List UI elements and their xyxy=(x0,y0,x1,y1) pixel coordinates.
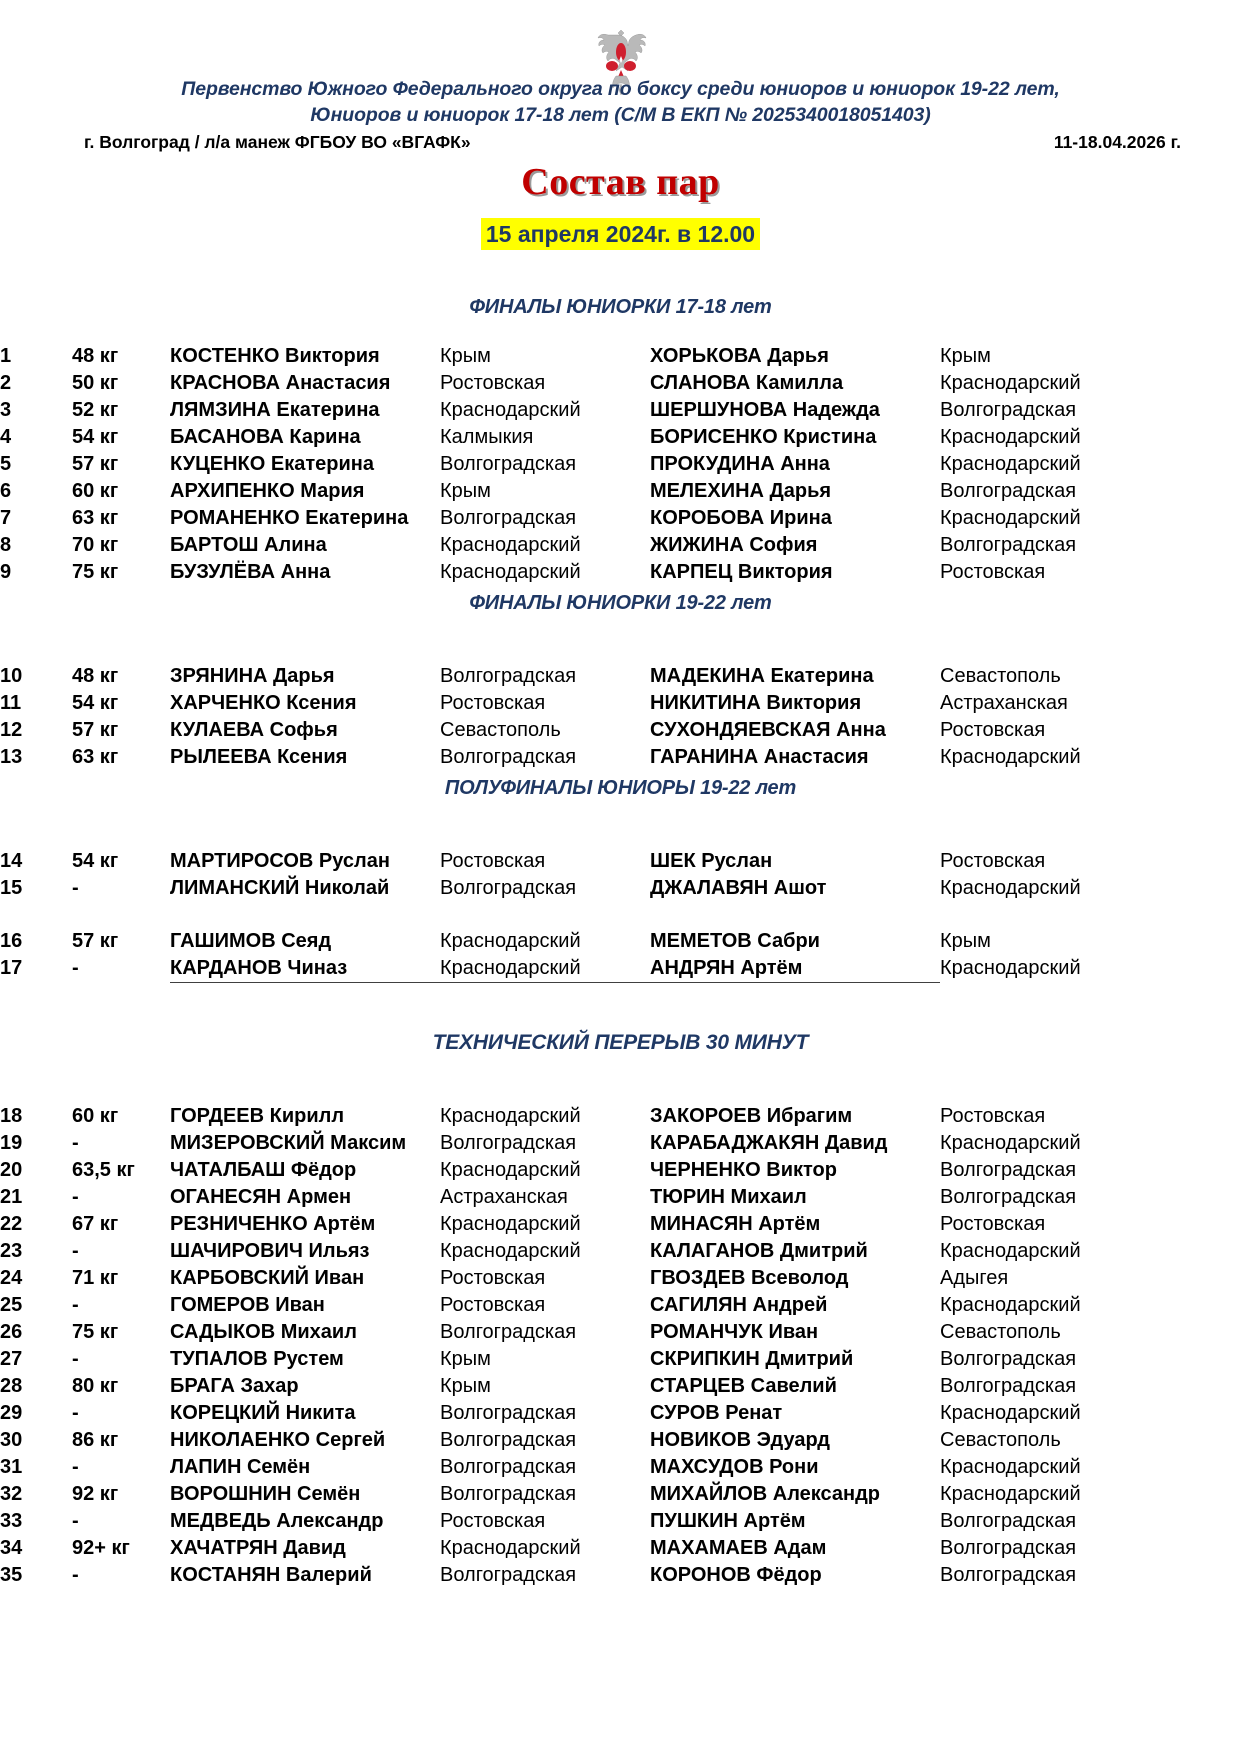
bout-number: 29 xyxy=(0,1402,23,1424)
red-corner-region: Волгоградская xyxy=(440,746,577,768)
table-row xyxy=(0,451,1241,478)
venue-label: г. Волгоград / л/а манеж ФГБОУ ВО «ВГАФК» xyxy=(84,132,471,152)
blue-corner-boxer: НИКИТИНА Виктория xyxy=(650,692,862,714)
red-corner-boxer: РОМАНЕНКО Екатерина xyxy=(170,507,409,529)
bout-number: 17 xyxy=(0,957,23,979)
table-row xyxy=(0,1508,1241,1535)
red-corner-region: Волгоградская xyxy=(440,507,577,529)
bout-number: 23 xyxy=(0,1240,23,1262)
table-row xyxy=(0,875,1241,902)
bout-number: 22 xyxy=(0,1213,23,1235)
red-corner-region: Краснодарский xyxy=(440,1240,581,1262)
bout-number: 25 xyxy=(0,1294,23,1316)
bout-weight: 86 кг xyxy=(72,1429,119,1451)
bout-weight: 80 кг xyxy=(72,1375,119,1397)
blue-corner-boxer: НОВИКОВ Эдуард xyxy=(650,1429,830,1451)
table-row xyxy=(0,1562,1241,1589)
red-corner-boxer: САДЫКОВ Михаил xyxy=(170,1321,357,1343)
document-header xyxy=(0,76,1241,128)
table-row xyxy=(0,532,1241,559)
red-corner-boxer: ГОМЕРОВ Иван xyxy=(170,1294,325,1316)
bout-weight: - xyxy=(72,1348,79,1370)
red-corner-region: Крым xyxy=(440,345,491,367)
table-row xyxy=(0,1427,1241,1454)
bout-number: 6 xyxy=(0,480,12,502)
blue-corner-region: Краснодарский xyxy=(940,1294,1081,1316)
table-row xyxy=(0,744,1241,771)
bout-weight: - xyxy=(72,1456,79,1478)
blue-corner-boxer: МЕМЕТОВ Сабри xyxy=(650,930,820,952)
blue-corner-boxer: СКРИПКИН Дмитрий xyxy=(650,1348,854,1370)
blue-corner-region: Ростовская xyxy=(940,561,1046,583)
bout-number: 13 xyxy=(0,746,23,768)
bout-number: 16 xyxy=(0,930,23,952)
table-row xyxy=(0,1535,1241,1562)
bout-table-after-break xyxy=(0,1103,1241,1589)
blue-corner-boxer: МАХАМАЕВ Адам xyxy=(650,1537,827,1559)
blue-corner-boxer: ХОРЬКОВА Дарья xyxy=(650,345,829,367)
red-corner-region: Астраханская xyxy=(440,1186,568,1208)
blue-corner-boxer: КОРОБОВА Ирина xyxy=(650,507,832,529)
bout-number: 8 xyxy=(0,534,12,556)
blue-corner-boxer: МАДЕКИНА Екатерина xyxy=(650,665,874,687)
blue-corner-boxer: БОРИСЕНКО Кристина xyxy=(650,426,877,448)
table-row xyxy=(0,1238,1241,1265)
table-row xyxy=(0,663,1241,690)
red-corner-boxer: НИКОЛАЕНКО Сергей xyxy=(170,1429,386,1451)
table-row xyxy=(0,1346,1241,1373)
blue-corner-region: Краснодарский xyxy=(940,877,1081,899)
row-spacer xyxy=(0,902,1241,928)
bout-weight: - xyxy=(72,1402,79,1424)
bout-weight: - xyxy=(72,957,79,979)
red-corner-region: Волгоградская xyxy=(440,453,577,475)
emblem-container xyxy=(0,0,1241,70)
blue-corner-boxer: МИХАЙЛОВ Александр xyxy=(650,1483,881,1505)
red-corner-region: Крым xyxy=(440,1375,491,1397)
table-row xyxy=(0,1454,1241,1481)
bout-table-finals-juniorki-17-18 xyxy=(0,343,1241,586)
red-corner-boxer: РЫЛЕЕВА Ксения xyxy=(170,746,348,768)
red-corner-boxer: КУЦЕНКО Екатерина xyxy=(170,453,374,475)
blue-corner-boxer: КОРОНОВ Фёдор xyxy=(650,1564,822,1586)
bout-table-block-4 xyxy=(0,1103,1241,1589)
red-corner-region: Краснодарский xyxy=(440,1159,581,1181)
bout-weight: - xyxy=(72,1186,79,1208)
bout-weight: 75 кг xyxy=(72,561,119,583)
bout-weight: 54 кг xyxy=(72,426,119,448)
blue-corner-boxer: МАХСУДОВ Рони xyxy=(650,1456,819,1478)
blue-corner-region: Волгоградская xyxy=(940,480,1077,502)
blue-corner-region: Севастополь xyxy=(940,1321,1061,1343)
bout-weight: 63 кг xyxy=(72,507,119,529)
table-row xyxy=(0,478,1241,505)
red-corner-region: Волгоградская xyxy=(440,1483,577,1505)
red-corner-region: Севастополь xyxy=(440,719,561,741)
red-corner-region: Волгоградская xyxy=(440,665,577,687)
bout-number: 33 xyxy=(0,1510,23,1532)
red-corner-region: Краснодарский xyxy=(440,561,581,583)
section-heading-finals-juniorki-19-22: ФИНАЛЫ ЮНИОРКИ 19-22 лет xyxy=(469,592,772,614)
section-heading-semifinals-juniory-19-22: ПОЛУФИНАЛЫ ЮНИОРЫ 19-22 лет xyxy=(444,777,797,799)
bout-number: 10 xyxy=(0,665,23,687)
red-corner-boxer: ЛАПИН Семён xyxy=(170,1456,311,1478)
bout-number: 24 xyxy=(0,1267,23,1289)
red-corner-boxer: КОСТЕНКО Виктория xyxy=(170,345,380,367)
red-corner-region: Ростовская xyxy=(440,850,546,872)
bout-number: 26 xyxy=(0,1321,23,1343)
bout-weight: 71 кг xyxy=(72,1267,119,1289)
bout-table-finals-juniorki-19-22 xyxy=(0,663,1241,771)
bout-number: 5 xyxy=(0,453,12,475)
blue-corner-boxer: ЗАКОРОЕВ Ибрагим xyxy=(650,1105,853,1127)
red-corner-boxer: МЕДВЕДЬ Александр xyxy=(170,1510,384,1532)
blue-corner-region: Волгоградская xyxy=(940,1159,1077,1181)
spacer-cell xyxy=(0,902,1241,928)
table-row xyxy=(0,955,1241,983)
table-row xyxy=(0,1265,1241,1292)
red-corner-boxer: ЛИМАНСКИЙ Николай xyxy=(170,877,390,899)
blue-corner-boxer: МЕЛЕХИНА Дарья xyxy=(650,480,832,502)
bout-number: 15 xyxy=(0,877,23,899)
bout-number: 21 xyxy=(0,1186,23,1208)
bout-weight: 75 кг xyxy=(72,1321,119,1343)
blue-corner-boxer: АНДРЯН Артём xyxy=(650,955,940,983)
bout-number: 18 xyxy=(0,1105,23,1127)
table-row xyxy=(0,1184,1241,1211)
bout-number: 35 xyxy=(0,1564,23,1586)
table-row xyxy=(0,1103,1241,1130)
red-corner-boxer: БУЗУЛЁВА Анна xyxy=(170,561,331,583)
red-corner-region: Краснодарский xyxy=(440,399,581,421)
red-corner-region: Волгоградская xyxy=(440,1402,577,1424)
bout-weight: - xyxy=(72,1510,79,1532)
red-corner-region: Ростовская xyxy=(440,372,546,394)
table-row xyxy=(0,848,1241,875)
red-corner-boxer: АРХИПЕНКО Мария xyxy=(170,480,365,502)
competition-title-line-1: Первенство Южного Федерального округа по боксу среди юниоров и юниорок 19-22 лет, xyxy=(181,78,1060,100)
bout-number: 12 xyxy=(0,719,23,741)
table-row xyxy=(0,343,1241,370)
blue-corner-boxer: ГВОЗДЕВ Всеволод xyxy=(650,1267,849,1289)
blue-corner-region: Волгоградская xyxy=(940,1537,1077,1559)
red-corner-boxer: ОГАНЕСЯН Армен xyxy=(170,1186,352,1208)
red-corner-boxer: ГОРДЕЕВ Кирилл xyxy=(170,1105,345,1127)
bout-number: 34 xyxy=(0,1537,23,1559)
blue-corner-region: Краснодарский xyxy=(940,1402,1081,1424)
red-corner-boxer: КУЛАЕВА Софья xyxy=(170,719,338,741)
red-corner-region: Краснодарский xyxy=(440,955,650,983)
blue-corner-region: Краснодарский xyxy=(940,957,1081,979)
competition-title-line-2: Юниоров и юниорок 17-18 лет (С/М В ЕКП № 2025340018051403) xyxy=(310,104,931,126)
blue-corner-boxer: СЛАНОВА Камилла xyxy=(650,372,844,394)
blue-corner-boxer: САГИЛЯН Андрей xyxy=(650,1294,828,1316)
red-corner-boxer: БАСАНОВА Карина xyxy=(170,426,361,448)
red-corner-region: Волгоградская xyxy=(440,1429,577,1451)
red-corner-boxer: ВОРОШНИН Семён xyxy=(170,1483,361,1505)
blue-corner-boxer: ГАРАНИНА Анастасия xyxy=(650,746,869,768)
bout-number: 31 xyxy=(0,1456,23,1478)
blue-corner-boxer: ПУШКИН Артём xyxy=(650,1510,806,1532)
table-row xyxy=(0,1400,1241,1427)
red-corner-boxer: РЕЗНИЧЕНКО Артём xyxy=(170,1213,376,1235)
table-row xyxy=(0,717,1241,744)
red-corner-boxer: ГАШИМОВ Сеяд xyxy=(170,930,332,952)
blue-corner-region: Волгоградская xyxy=(940,399,1077,421)
bout-weight: 60 кг xyxy=(72,480,119,502)
bout-weight: 57 кг xyxy=(72,930,119,952)
bout-number: 2 xyxy=(0,372,12,394)
blue-corner-boxer: СТАРЦЕВ Савелий xyxy=(650,1375,837,1397)
bout-number: 1 xyxy=(0,345,12,367)
blue-corner-region: Ростовская xyxy=(940,850,1046,872)
blue-corner-region: Волгоградская xyxy=(940,1564,1077,1586)
page-title: Состав пар xyxy=(521,161,720,203)
bout-number: 28 xyxy=(0,1375,23,1397)
blue-corner-region: Крым xyxy=(940,930,991,952)
red-corner-region: Ростовская xyxy=(440,1294,546,1316)
table-row xyxy=(0,1481,1241,1508)
session-datetime-highlight: 15 апреля 2024г. в 12.00 xyxy=(481,218,760,250)
table-row xyxy=(0,1373,1241,1400)
section-heading-finals-juniorki-17-18: ФИНАЛЫ ЮНИОРКИ 17-18 лет xyxy=(469,296,772,318)
blue-corner-region: Крым xyxy=(940,345,991,367)
blue-corner-region: Краснодарский xyxy=(940,746,1081,768)
blue-corner-region: Краснодарский xyxy=(940,507,1081,529)
bout-weight: 60 кг xyxy=(72,1105,119,1127)
bout-weight: - xyxy=(72,1132,79,1154)
bout-number: 19 xyxy=(0,1132,23,1154)
red-corner-region: Краснодарский xyxy=(440,1105,581,1127)
red-corner-boxer: ЛЯМЗИНА Екатерина xyxy=(170,399,380,421)
bout-number: 20 xyxy=(0,1159,23,1181)
red-corner-region: Волгоградская xyxy=(440,1132,577,1154)
bout-weight: 54 кг xyxy=(72,692,119,714)
bout-number: 9 xyxy=(0,561,12,583)
table-row xyxy=(0,505,1241,532)
bout-weight: - xyxy=(72,1294,79,1316)
blue-corner-region: Краснодарский xyxy=(940,372,1081,394)
table-row xyxy=(0,559,1241,586)
bout-weight: 67 кг xyxy=(72,1213,119,1235)
bout-number: 30 xyxy=(0,1429,23,1451)
bout-weight: 92 кг xyxy=(72,1483,119,1505)
table-row xyxy=(0,397,1241,424)
blue-corner-boxer: КАРПЕЦ Виктория xyxy=(650,561,833,583)
bout-table-block-3 xyxy=(0,848,1241,983)
red-corner-region: Краснодарский xyxy=(440,930,581,952)
bout-number: 7 xyxy=(0,507,12,529)
table-row xyxy=(0,1130,1241,1157)
blue-corner-region: Ростовская xyxy=(940,1213,1046,1235)
bout-weight: 92+ кг xyxy=(72,1537,130,1559)
blue-corner-region: Краснодарский xyxy=(940,453,1081,475)
red-corner-boxer: БАРТОШ Алина xyxy=(170,534,327,556)
blue-corner-region: Адыгея xyxy=(940,1267,1009,1289)
bout-table-block-2 xyxy=(0,663,1241,771)
bout-number: 3 xyxy=(0,399,12,421)
blue-corner-boxer: ШЕК Руслан xyxy=(650,850,773,872)
blue-corner-boxer: КАЛАГАНОВ Дмитрий xyxy=(650,1240,868,1262)
red-corner-boxer: ХАРЧЕНКО Ксения xyxy=(170,692,357,714)
red-corner-region: Краснодарский xyxy=(440,1213,581,1235)
red-corner-boxer: ЧАТАЛБАШ Фёдор xyxy=(170,1159,357,1181)
table-row xyxy=(0,424,1241,451)
bout-weight: - xyxy=(72,1564,79,1586)
red-corner-region: Ростовская xyxy=(440,1510,546,1532)
blue-corner-boxer: РОМАНЧУК Иван xyxy=(650,1321,819,1343)
red-corner-boxer: ЗРЯНИНА Дарья xyxy=(170,665,335,687)
red-corner-region: Волгоградская xyxy=(440,1321,577,1343)
blue-corner-region: Ростовская xyxy=(940,719,1046,741)
blue-corner-boxer: ЖИЖИНА София xyxy=(650,534,818,556)
table-row xyxy=(0,690,1241,717)
blue-corner-boxer: СУРОВ Ренат xyxy=(650,1402,783,1424)
competition-dates: 11-18.04.2026 г. xyxy=(1053,132,1181,152)
bout-table-semifinals-juniory-19-22 xyxy=(0,848,1241,983)
blue-corner-region: Краснодарский xyxy=(940,1483,1081,1505)
bout-number: 27 xyxy=(0,1348,23,1370)
blue-corner-boxer: ПРОКУДИНА Анна xyxy=(650,453,830,475)
bout-weight: 52 кг xyxy=(72,399,119,421)
blue-corner-region: Волгоградская xyxy=(940,1186,1077,1208)
blue-corner-boxer: МИНАСЯН Артём xyxy=(650,1213,821,1235)
table-row xyxy=(0,1211,1241,1238)
blue-corner-boxer: КАРАБАДЖАКЯН Давид xyxy=(650,1132,888,1154)
table-row xyxy=(0,928,1241,955)
blue-corner-region: Астраханская xyxy=(940,692,1068,714)
red-corner-region: Волгоградская xyxy=(440,877,577,899)
red-corner-boxer: КАРБОВСКИЙ Иван xyxy=(170,1267,365,1289)
session-datetime-container xyxy=(0,218,1241,250)
blue-corner-region: Севастополь xyxy=(940,1429,1061,1451)
bout-number: 14 xyxy=(0,850,23,872)
table-row xyxy=(0,1319,1241,1346)
red-corner-region: Волгоградская xyxy=(440,1456,577,1478)
bout-weight: 48 кг xyxy=(72,345,119,367)
red-corner-region: Крым xyxy=(440,480,491,502)
red-corner-boxer: ТУПАЛОВ Рустем xyxy=(170,1348,344,1370)
bout-weight: - xyxy=(72,877,79,899)
bout-weight: 57 кг xyxy=(72,719,119,741)
red-corner-boxer: КОРЕЦКИЙ Никита xyxy=(170,1402,356,1424)
blue-corner-region: Волгоградская xyxy=(940,1348,1077,1370)
venue-date-row xyxy=(0,132,1241,158)
bout-weight: 63 кг xyxy=(72,746,119,768)
red-corner-boxer: ШАЧИРОВИЧ Ильяз xyxy=(170,1240,370,1262)
section-heading-technical-break: ТЕХНИЧЕСКИЙ ПЕРЕРЫВ 30 МИНУТ xyxy=(432,1031,809,1054)
red-corner-region: Волгоградская xyxy=(440,1564,577,1586)
red-corner-boxer: МИЗЕРОВСКИЙ Максим xyxy=(170,1132,407,1154)
table-row xyxy=(0,370,1241,397)
blue-corner-region: Волгоградская xyxy=(940,534,1077,556)
red-corner-region: Ростовская xyxy=(440,1267,546,1289)
red-corner-boxer: КАРДАНОВ Чиназ xyxy=(170,955,440,983)
red-corner-boxer: БРАГА Захар xyxy=(170,1375,299,1397)
red-corner-region: Калмыкия xyxy=(440,426,534,448)
red-corner-boxer: ХАЧАТРЯН Давид xyxy=(170,1537,346,1559)
blue-corner-region: Ростовская xyxy=(940,1105,1046,1127)
red-corner-region: Ростовская xyxy=(440,692,546,714)
blue-corner-boxer: ДЖАЛАВЯН Ашот xyxy=(650,877,827,899)
bout-weight: - xyxy=(72,1240,79,1262)
blue-corner-boxer: ШЕРШУНОВА Надежда xyxy=(650,399,880,421)
bout-weight: 50 кг xyxy=(72,372,119,394)
blue-corner-region: Краснодарский xyxy=(940,1456,1081,1478)
blue-corner-region: Волгоградская xyxy=(940,1375,1077,1397)
blue-corner-region: Севастополь xyxy=(940,665,1061,687)
red-corner-boxer: КОСТАНЯН Валерий xyxy=(170,1564,372,1586)
blue-corner-region: Краснодарский xyxy=(940,1132,1081,1154)
blue-corner-boxer: СУХОНДЯЕВСКАЯ Анна xyxy=(650,719,886,741)
red-corner-region: Краснодарский xyxy=(440,1537,581,1559)
bout-weight: 63,5 кг xyxy=(72,1159,135,1181)
bout-number: 32 xyxy=(0,1483,23,1505)
blue-corner-region: Краснодарский xyxy=(940,426,1081,448)
red-corner-boxer: КРАСНОВА Анастасия xyxy=(170,372,391,394)
bout-weight: 48 кг xyxy=(72,665,119,687)
blue-corner-boxer: ЧЕРНЕНКО Виктор xyxy=(650,1159,837,1181)
blue-corner-region: Волгоградская xyxy=(940,1510,1077,1532)
bout-number: 4 xyxy=(0,426,12,448)
table-row xyxy=(0,1292,1241,1319)
red-corner-boxer: МАРТИРОСОВ Руслан xyxy=(170,850,390,872)
bout-weight: 54 кг xyxy=(72,850,119,872)
red-corner-region: Краснодарский xyxy=(440,534,581,556)
blue-corner-region: Краснодарский xyxy=(940,1240,1081,1262)
blue-corner-boxer: ТЮРИН Михаил xyxy=(650,1186,807,1208)
red-corner-region: Крым xyxy=(440,1348,491,1370)
bout-table-block-1 xyxy=(0,343,1241,586)
table-row xyxy=(0,1157,1241,1184)
bout-weight: 57 кг xyxy=(72,453,119,475)
bout-number: 11 xyxy=(0,692,22,714)
bout-weight: 70 кг xyxy=(72,534,119,556)
